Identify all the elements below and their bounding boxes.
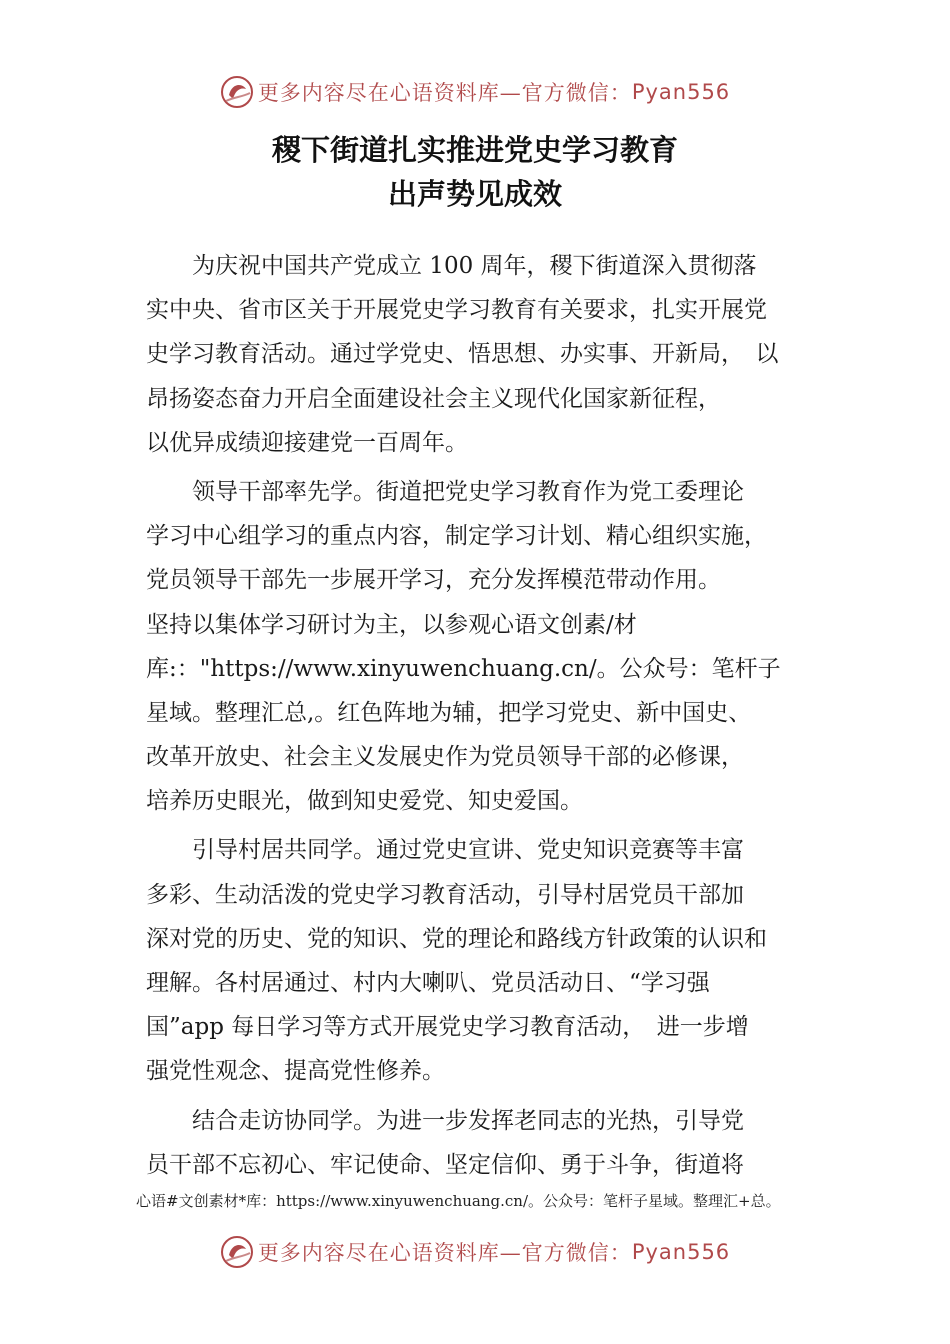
footer-banner <box>0 1232 950 1272</box>
banner-text: 更多内容尽在心语资料库—官方微信： <box>257 81 632 105</box>
paragraph-3 <box>146 828 836 1093</box>
text-line: 党员领导干部先一步展开学习，充分发挥模范带动作用。 <box>146 567 721 594</box>
text-line: 引导村居共同学。通过党史宣讲、党史知识竞赛等丰富 <box>146 837 744 864</box>
text-line: 理解。各村居通过、村内大喇叭、党员活动日、“学习强 <box>146 970 710 996</box>
text-line: 史学习教育活动。通过学党史、悟思想、办实事、开新局， 以 <box>146 341 779 368</box>
text-line: 星域。整理汇总,。红色阵地为辅，把学习党史、新中国史、 <box>146 699 752 726</box>
paragraph-4 <box>146 1099 836 1187</box>
text-line: 结合走访协同学。为进一步发挥老同志的光热，引导党 <box>146 1107 744 1134</box>
text-line: 深对党的历史、党的知识、党的理论和路线方针政策的认识和 <box>146 925 767 952</box>
text-line: 强党性观念、提高党性修养。 <box>146 1058 445 1085</box>
text-line: 以优异成绩迎接建党一百周年。 <box>146 429 468 456</box>
text-line: 库:："https://www.xinyuwenchuang.cn/。公众号：笔杆子 <box>146 655 781 682</box>
paragraph-1 <box>146 244 836 465</box>
text-line: 多彩、生动活泼的党史学习教育活动，引导村居党员干部加 <box>146 881 744 908</box>
text-line: 领导干部率先学。街道把党史学习教育作为党工委理论 <box>146 478 744 505</box>
paragraph-2 <box>146 470 836 824</box>
text-line: 改革开放史、社会主义发展史作为党员领导干部的必修课， <box>146 744 744 771</box>
text-line: 国”app 每日学习等方式开展党史学习教育活动， 进一步增 <box>146 1014 749 1041</box>
text-line: 实中央、省市区关于开展党史学习教育有关要求，扎实开展党 <box>146 297 767 324</box>
text-line: 培养历史眼光，做到知史爱党、知史爱国。 <box>146 788 583 815</box>
text-line: 为庆祝中国共产党成立 100 周年，稷下街道深入贯彻落 <box>146 253 757 279</box>
title-line-2: 出声势见成效 <box>387 177 562 211</box>
banner-wechat-id: Pyan556 <box>631 80 731 104</box>
banner-wechat-id: Pyan556 <box>631 1240 731 1264</box>
title-line-1: 稷下街道扎实推进党史学习教育 <box>271 133 678 167</box>
article-body <box>146 244 836 1187</box>
footer-note: 心语#文创素材*库：https://www.xinyuwenchuang.cn/。公众号：笔杆子星域。整理汇+总。 <box>136 1192 781 1210</box>
logo-icon <box>220 75 254 109</box>
text-line: 坚持以集体学习研讨为主，以参观心语文创素/材 <box>146 611 637 638</box>
page-title <box>0 128 950 216</box>
banner-text: 更多内容尽在心语资料库—官方微信： <box>257 1241 632 1265</box>
text-line: 昂扬姿态奋力开启全面建设社会主义现代化国家新征程， <box>146 385 721 412</box>
text-line: 学习中心组学习的重点内容，制定学习计划、精心组织实施， <box>146 523 767 550</box>
text-line: 员干部不忘初心、牢记使命、坚定信仰、勇于斗争，街道将 <box>146 1151 744 1178</box>
logo-icon <box>220 1235 254 1269</box>
header-banner <box>0 72 950 112</box>
